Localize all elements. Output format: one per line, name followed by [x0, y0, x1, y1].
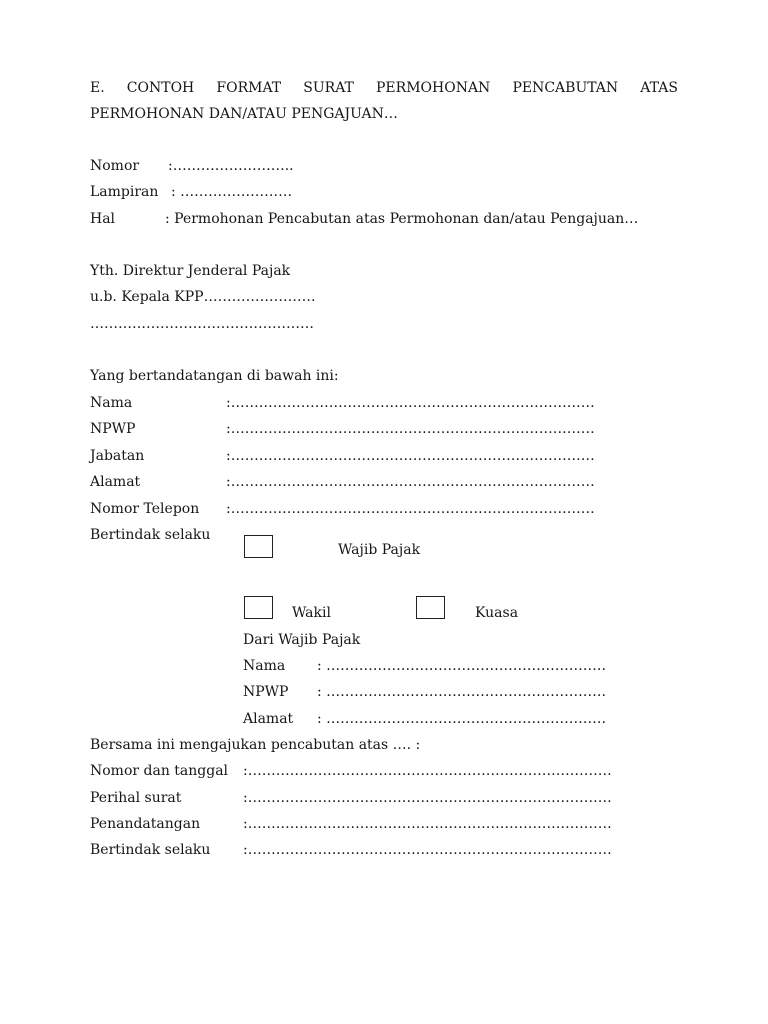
- bertindak-label: Bertindak selaku: [90, 842, 211, 858]
- penandatangan-label: Penandatangan: [90, 816, 201, 832]
- signer-name-label: Nama: [90, 395, 133, 411]
- heading-word: PERMOHONAN: [376, 80, 491, 96]
- kuasa-checkbox[interactable]: [416, 596, 445, 619]
- recipient-line-3: …………………………………………: [90, 316, 314, 332]
- hal-value: : Permohonan Pencabutan atas Permohonan dan/atau Pengajuan…: [165, 211, 639, 227]
- taxpayer-npwp-label: NPWP: [243, 684, 289, 700]
- wakil-label: Wakil: [292, 605, 331, 621]
- signer-alamat-value: :……………………………………………………………………: [226, 474, 595, 490]
- nomor-tanggal-value: :……………………………………………………………………: [243, 763, 612, 779]
- signer-jabatan-value: :……………………………………………………………………: [226, 448, 595, 464]
- taxpayer-npwp-value: : ……………………………………………………: [317, 684, 607, 700]
- signer-npwp-value: :……………………………………………………………………: [226, 421, 595, 437]
- heading-word: FORMAT: [216, 80, 282, 96]
- heading-word: ATAS: [640, 80, 678, 96]
- wajib-pajak-checkbox[interactable]: [244, 535, 273, 558]
- taxpayer-alamat-value: : ……………………………………………………: [317, 711, 607, 727]
- lampiran-label: Lampiran: [90, 184, 159, 200]
- perihal-label: Perihal surat: [90, 790, 182, 806]
- kuasa-label: Kuasa: [475, 605, 519, 621]
- signer-intro: Yang bertandatangan di bawah ini:: [90, 368, 339, 384]
- heading-word: CONTOH: [126, 80, 195, 96]
- signer-npwp-label: NPWP: [90, 421, 136, 437]
- lampiran-value: : ……………………: [171, 184, 293, 200]
- bertindak-value: :……………………………………………………………………: [243, 842, 612, 858]
- recipient-line-1: Yth. Direktur Jenderal Pajak: [90, 263, 291, 279]
- heading-line-2: PERMOHONAN DAN/ATAU PENGAJUAN…: [90, 106, 398, 122]
- acting-as-label: Bertindak selaku: [90, 527, 211, 543]
- heading-word: PENCABUTAN: [512, 80, 619, 96]
- from-taxpayer-label: Dari Wajib Pajak: [243, 632, 361, 648]
- recipient-line-2: u.b. Kepala KPP……………………: [90, 289, 316, 305]
- signer-alamat-label: Alamat: [90, 474, 141, 490]
- nomor-value: :……………………..: [168, 158, 294, 174]
- taxpayer-name-label: Nama: [243, 658, 286, 674]
- heading-word: SURAT: [303, 80, 354, 96]
- withdrawal-intro: Bersama ini mengajukan pencabutan atas …. :: [90, 737, 421, 753]
- wakil-checkbox[interactable]: [244, 596, 273, 619]
- signer-phone-label: Nomor Telepon: [90, 501, 200, 517]
- signer-jabatan-label: Jabatan: [90, 448, 145, 464]
- heading-line-1: [90, 78, 678, 98]
- penandatangan-value: :……………………………………………………………………: [243, 816, 612, 832]
- heading-word: E.: [90, 80, 105, 96]
- signer-name-value: :……………………………………………………………………: [226, 395, 595, 411]
- signer-phone-value: :……………………………………………………………………: [226, 501, 595, 517]
- taxpayer-alamat-label: Alamat: [243, 711, 294, 727]
- taxpayer-name-value: : ……………………………………………………: [317, 658, 607, 674]
- perihal-value: :……………………………………………………………………: [243, 790, 612, 806]
- nomor-tanggal-label: Nomor dan tanggal: [90, 763, 229, 779]
- wajib-pajak-label: Wajib Pajak: [338, 542, 421, 558]
- nomor-label: Nomor: [90, 158, 140, 174]
- hal-label: Hal: [90, 211, 116, 227]
